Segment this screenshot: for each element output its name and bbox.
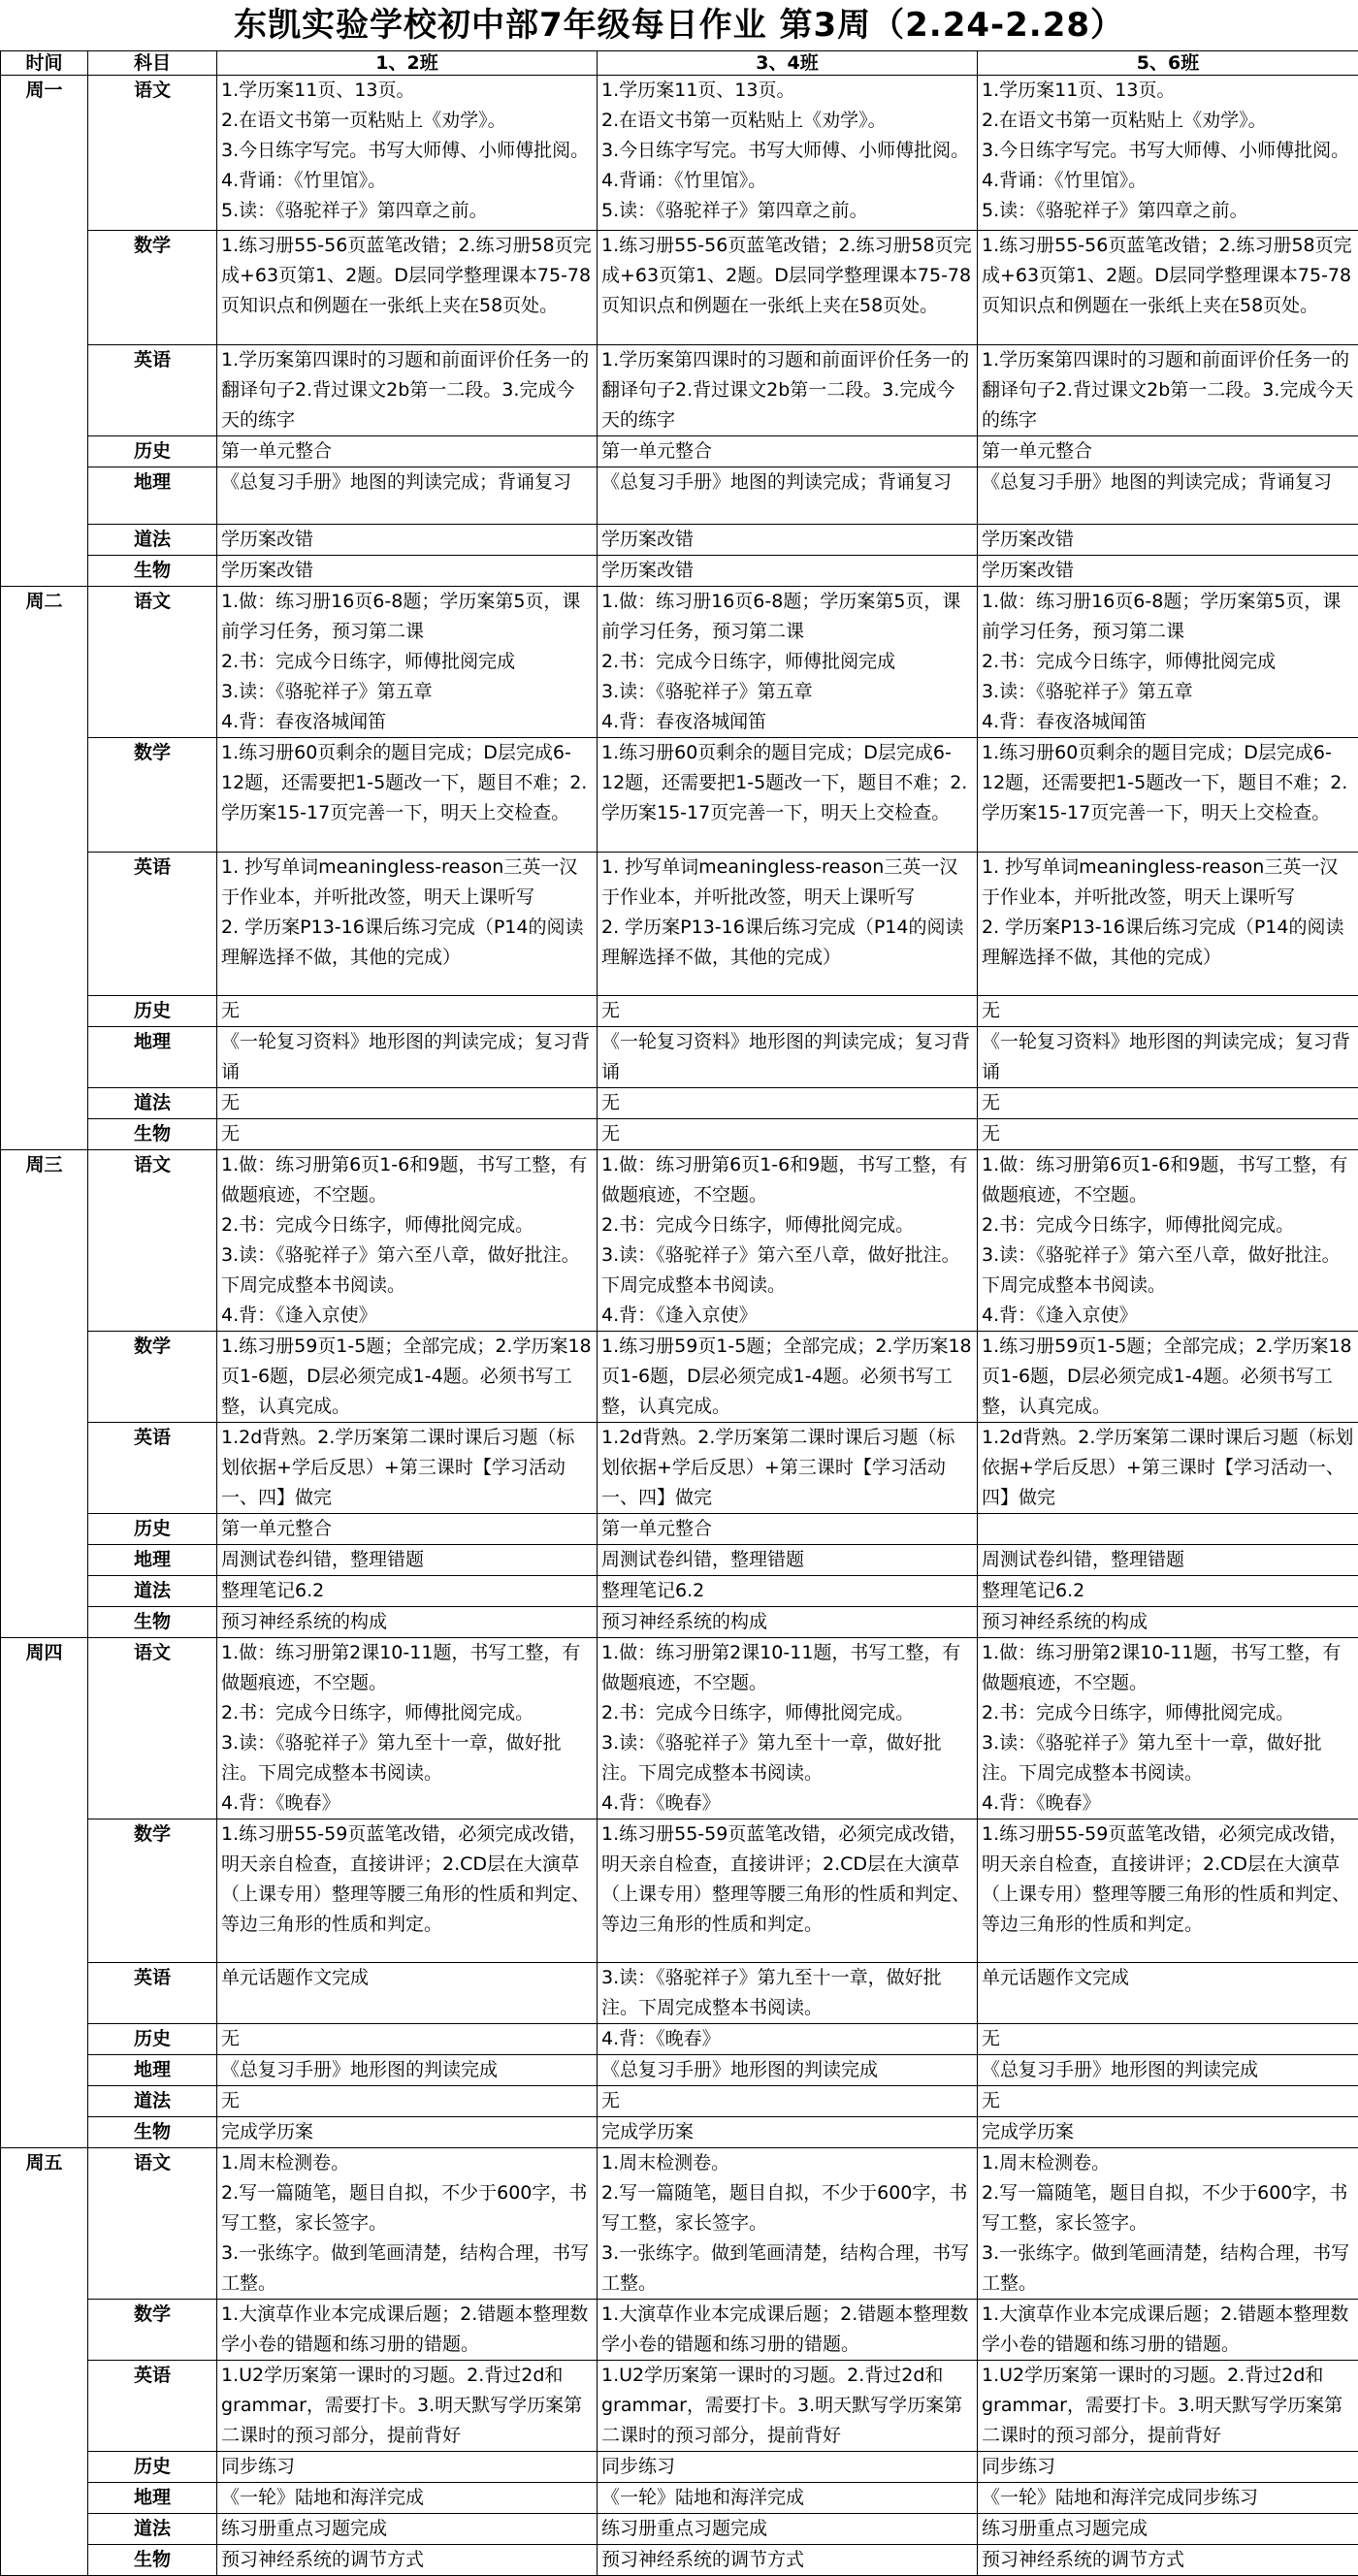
subject-cell: 生物 — [88, 556, 217, 587]
homework-cell: 预习神经系统的调节方式 — [598, 2545, 978, 2576]
homework-cell: 1.大演草作业本完成课后题；2.错题本整理数学小卷的错题和练习册的错题。 — [598, 2300, 978, 2361]
header-class-3-4: 3、4班 — [598, 51, 978, 76]
homework-cell: 同步练习 — [217, 2452, 598, 2483]
homework-cell: 1. 抄写单词meaningless-reason三英一汉于作业本，并听批改签，明天上课听写 2. 学历案P13-16课后练习完成（P14的阅读理解选择不做，其他的完成） — [217, 853, 598, 996]
homework-cell: 1.做：练习册第6页1-6和9题，书写工整，有做题痕迹，不空题。 2.书：完成今日练字，师傅批阅完成。 3.读：《骆驼祥子》第六至八章，做好批注。下周完成整本书阅读。 4.背：《逢入京使》 — [598, 1150, 978, 1332]
table-row — [1, 1545, 1358, 1576]
header-time: 时间 — [1, 51, 88, 76]
table-row — [1, 2483, 1358, 2514]
subject-cell: 道法 — [88, 2514, 217, 2545]
subject-cell: 语文 — [88, 1150, 217, 1332]
homework-cell: 1.做：练习册16页6-8题；学历案第5页，课前学习任务，预习第二课 2.书：完成今日练字，师傅批阅完成 3.读：《骆驼祥子》第五章 4.背：春夜洛城闻笛 — [978, 587, 1358, 738]
homework-cell: 无 — [978, 996, 1358, 1027]
homework-cell: 周测试卷纠错，整理错题 — [217, 1545, 598, 1576]
subject-cell: 道法 — [88, 1576, 217, 1607]
subject-cell: 英语 — [88, 1423, 217, 1514]
homework-cell: 第一单元整合 — [217, 436, 598, 467]
table-row — [1, 1119, 1358, 1150]
homework-cell: 无 — [598, 1088, 978, 1119]
homework-cell: 1.做：练习册16页6-8题；学历案第5页，课前学习任务，预习第二课 2.书：完成今日练字，师傅批阅完成 3.读：《骆驼祥子》第五章 4.背：春夜洛城闻笛 — [217, 587, 598, 738]
homework-cell: 无 — [978, 1088, 1358, 1119]
subject-cell: 道法 — [88, 525, 217, 556]
homework-cell: 1. 抄写单词meaningless-reason三英一汉于作业本，并听批改签，明天上课听写 2. 学历案P13-16课后练习完成（P14的阅读理解选择不做，其他的完成） — [598, 853, 978, 996]
subject-cell: 道法 — [88, 1088, 217, 1119]
homework-cell: 预习神经系统的调节方式 — [978, 2545, 1358, 2576]
homework-cell: 1.周末检测卷。 2.写一篇随笔，题目自拟，不少于600字，书写工整，家长签字。 3.一张练字。做到笔画清楚，结构合理，书写工整。 — [598, 2148, 978, 2300]
subject-cell: 地理 — [88, 2483, 217, 2514]
homework-cell: 1.学历案第四课时的习题和前面评价任务一的翻译句子2.背过课文2b第一二段。3.完成今天的练字 — [217, 345, 598, 436]
homework-cell: 无 — [217, 1088, 598, 1119]
homework-cell: 1.练习册55-59页蓝笔改错，必须完成改错，明天亲自检查，直接讲评；2.CD层在大演草（上课专用）整理等腰三角形的性质和判定、等边三角形的性质和判定。 — [978, 1819, 1358, 1963]
homework-cell: 1.U2学历案第一课时的习题。2.背过2d和grammar，需要打卡。3.明天默写学历案第二课时的预习部分，提前背好 — [978, 2361, 1358, 2452]
homework-cell: 1.练习册60页剩余的题目完成；D层完成6-12题，还需要把1-5题改一下，题目不难；2.学历案15-17页完善一下，明天上交检查。 — [598, 738, 978, 853]
table-row — [1, 1607, 1358, 1638]
day-cell: 周五 — [1, 2148, 88, 2576]
homework-cell: 无 — [217, 2086, 598, 2117]
subject-cell: 数学 — [88, 1819, 217, 1963]
homework-cell: 1.做：练习册第2课10-11题，书写工整，有做题痕迹，不空题。 2.书：完成今日练字，师傅批阅完成。 3.读：《骆驼祥子》第九至十一章，做好批注。下周完成整本书阅读。 4.背：《晚春》 — [598, 1638, 978, 1819]
subject-cell: 数学 — [88, 231, 217, 345]
table-row — [1, 1514, 1358, 1545]
day-cell: 周二 — [1, 587, 88, 1150]
subject-cell: 数学 — [88, 738, 217, 853]
table-row — [1, 1963, 1358, 2024]
table-row — [1, 436, 1358, 467]
homework-cell: 《总复习手册》地形图的判读完成 — [217, 2055, 598, 2086]
homework-cell: 预习神经系统的调节方式 — [217, 2545, 598, 2576]
homework-cell: 学历案改错 — [217, 556, 598, 587]
page-title: 东凯实验学校初中部7年级每日作业 第3周（2.24-2.28） — [0, 0, 1358, 50]
subject-cell: 英语 — [88, 2361, 217, 2452]
subject-cell: 生物 — [88, 2117, 217, 2148]
subject-cell: 历史 — [88, 436, 217, 467]
homework-cell: 3.读：《骆驼祥子》第九至十一章，做好批注。下周完成整本书阅读。 — [598, 1963, 978, 2024]
homework-cell: 《一轮复习资料》地形图的判读完成；复习背诵 — [217, 1027, 598, 1088]
homework-cell: 《总复习手册》地图的判读完成；背诵复习 — [978, 467, 1358, 525]
table-row — [1, 587, 1358, 738]
homework-cell: 《总复习手册》地形图的判读完成 — [598, 2055, 978, 2086]
homework-cell: 1.练习册59页1-5题；全部完成；2.学历案18页1-6题，D层必须完成1-4题。必须书写工整，认真完成。 — [978, 1332, 1358, 1423]
homework-cell: 《一轮复习资料》地形图的判读完成；复习背诵 — [978, 1027, 1358, 1088]
homework-cell: 无 — [217, 2024, 598, 2055]
day-cell: 周四 — [1, 1638, 88, 2148]
homework-cell: 4.背：《晚春》 — [598, 2024, 978, 2055]
homework-cell: 学历案改错 — [978, 525, 1358, 556]
homework-cell: 无 — [598, 2086, 978, 2117]
homework-cell: 完成学历案 — [978, 2117, 1358, 2148]
table-row — [1, 1332, 1358, 1423]
subject-cell: 历史 — [88, 2024, 217, 2055]
homework-cell: 1.练习册59页1-5题；全部完成；2.学历案18页1-6题，D层必须完成1-4题。必须书写工整，认真完成。 — [598, 1332, 978, 1423]
table-row — [1, 1423, 1358, 1514]
table-row — [1, 1638, 1358, 1819]
table-row — [1, 2055, 1358, 2086]
subject-cell: 历史 — [88, 1514, 217, 1545]
subject-cell: 历史 — [88, 996, 217, 1027]
subject-cell: 英语 — [88, 345, 217, 436]
homework-cell: 无 — [978, 2024, 1358, 2055]
table-row — [1, 231, 1358, 345]
homework-cell: 预习神经系统的构成 — [217, 1607, 598, 1638]
homework-cell: 1.周末检测卷。 2.写一篇随笔，题目自拟，不少于600字，书写工整，家长签字。 3.一张练字。做到笔画清楚，结构合理，书写工整。 — [217, 2148, 598, 2300]
homework-cell: 1.学历案第四课时的习题和前面评价任务一的翻译句子2.背过课文2b第一二段。3.完成今天的练字 — [978, 345, 1358, 436]
homework-cell: 《一轮复习资料》地形图的判读完成；复习背诵 — [598, 1027, 978, 1088]
table-row — [1, 2514, 1358, 2545]
homework-cell: 学历案改错 — [978, 556, 1358, 587]
homework-cell: 学历案改错 — [598, 556, 978, 587]
homework-cell: 1.学历案第四课时的习题和前面评价任务一的翻译句子2.背过课文2b第一二段。3.完成今天的练字 — [598, 345, 978, 436]
table-row — [1, 556, 1358, 587]
homework-cell: 单元话题作文完成 — [978, 1963, 1358, 2024]
table-row — [1, 853, 1358, 996]
homework-cell: 1.2d背熟。2.学历案第二课时课后习题（标划依据+学后反思）+第三课时【学习活动一、四】做完 — [978, 1423, 1358, 1514]
subject-cell: 地理 — [88, 1027, 217, 1088]
homework-cell: 1.大演草作业本完成课后题；2.错题本整理数学小卷的错题和练习册的错题。 — [217, 2300, 598, 2361]
homework-cell: 《一轮》陆地和海洋完成 — [217, 2483, 598, 2514]
homework-cell: 1.练习册55-56页蓝笔改错；2.练习册58页完成+63页第1、2题。D层同学整理课本75-78页知识点和例题在一张纸上夹在58页处。 — [217, 231, 598, 345]
homework-cell: 1.做：练习册第6页1-6和9题，书写工整，有做题痕迹，不空题。 2.书：完成今日练字，师傅批阅完成。 3.读：《骆驼祥子》第六至八章，做好批注。下周完成整本书阅读。 4.背：《逢入京使》 — [217, 1150, 598, 1332]
table-row — [1, 2086, 1358, 2117]
table-row — [1, 2024, 1358, 2055]
header-row — [1, 51, 1358, 76]
homework-cell — [978, 1514, 1358, 1545]
table-row — [1, 738, 1358, 853]
homework-cell: 1.学历案11页、13页。 2.在语文书第一页粘贴上《劝学》。 3.今日练字写完。书写大师傅、小师傅批阅。 4.背诵：《竹里馆》。 5.读：《骆驼祥子》第四章之前。 — [217, 76, 598, 231]
subject-cell: 地理 — [88, 1545, 217, 1576]
homework-cell: 《总复习手册》地形图的判读完成 — [978, 2055, 1358, 2086]
homework-cell: 无 — [598, 996, 978, 1027]
homework-cell: 同步练习 — [978, 2452, 1358, 2483]
table-row — [1, 2452, 1358, 2483]
homework-cell: 第一单元整合 — [978, 436, 1358, 467]
homework-cell: 练习册重点习题完成 — [598, 2514, 978, 2545]
homework-cell: 1.2d背熟。2.学历案第二课时课后习题（标划依据+学后反思）+第三课时【学习活动一、四】做完 — [217, 1423, 598, 1514]
homework-cell: 无 — [978, 1119, 1358, 1150]
header-class-5-6: 5、6班 — [978, 51, 1358, 76]
homework-table — [0, 50, 1358, 2576]
table-row — [1, 1819, 1358, 1963]
homework-cell: 预习神经系统的构成 — [598, 1607, 978, 1638]
homework-cell: 1.大演草作业本完成课后题；2.错题本整理数学小卷的错题和练习册的错题。 — [978, 2300, 1358, 2361]
homework-cell: 整理笔记6.2 — [978, 1576, 1358, 1607]
homework-cell: 1.做：练习册第2课10-11题，书写工整，有做题痕迹，不空题。 2.书：完成今日练字，师傅批阅完成。 3.读：《骆驼祥子》第九至十一章，做好批注。下周完成整本书阅读。 4.背：《晚春》 — [217, 1638, 598, 1819]
table-row — [1, 1576, 1358, 1607]
homework-cell: 第一单元整合 — [217, 1514, 598, 1545]
table-row — [1, 1027, 1358, 1088]
table-row — [1, 1088, 1358, 1119]
homework-cell: 《一轮》陆地和海洋完成 — [598, 2483, 978, 2514]
subject-cell: 道法 — [88, 2086, 217, 2117]
homework-cell: 单元话题作文完成 — [217, 1963, 598, 2024]
homework-cell: 无 — [217, 996, 598, 1027]
homework-cell: 学历案改错 — [217, 525, 598, 556]
homework-cell: 1.练习册55-59页蓝笔改错，必须完成改错，明天亲自检查，直接讲评；2.CD层在大演草（上课专用）整理等腰三角形的性质和判定、等边三角形的性质和判定。 — [598, 1819, 978, 1963]
homework-cell: 练习册重点习题完成 — [217, 2514, 598, 2545]
homework-cell: 1.周末检测卷。 2.写一篇随笔，题目自拟，不少于600字，书写工整，家长签字。 3.一张练字。做到笔画清楚，结构合理，书写工整。 — [978, 2148, 1358, 2300]
homework-cell: 周测试卷纠错，整理错题 — [598, 1545, 978, 1576]
homework-cell: 完成学历案 — [217, 2117, 598, 2148]
homework-cell: 学历案改错 — [598, 525, 978, 556]
table-row — [1, 1150, 1358, 1332]
homework-cell: 1.学历案11页、13页。 2.在语文书第一页粘贴上《劝学》。 3.今日练字写完。书写大师傅、小师傅批阅。 4.背诵：《竹里馆》。 5.读：《骆驼祥子》第四章之前。 — [978, 76, 1358, 231]
table-row — [1, 345, 1358, 436]
homework-cell: 1.练习册55-56页蓝笔改错；2.练习册58页完成+63页第1、2题。D层同学整理课本75-78页知识点和例题在一张纸上夹在58页处。 — [598, 231, 978, 345]
homework-cell: 1.U2学历案第一课时的习题。2.背过2d和grammar，需要打卡。3.明天默写学历案第二课时的预习部分，提前背好 — [217, 2361, 598, 2452]
subject-cell: 数学 — [88, 2300, 217, 2361]
table-row — [1, 76, 1358, 231]
subject-cell: 生物 — [88, 1119, 217, 1150]
homework-cell: 1. 抄写单词meaningless-reason三英一汉于作业本，并听批改签，明天上课听写 2. 学历案P13-16课后练习完成（P14的阅读理解选择不做，其他的完成） — [978, 853, 1358, 996]
homework-cell: 整理笔记6.2 — [217, 1576, 598, 1607]
subject-cell: 语文 — [88, 76, 217, 231]
homework-cell: 《总复习手册》地图的判读完成；背诵复习 — [598, 467, 978, 525]
table-row — [1, 525, 1358, 556]
homework-cell: 同步练习 — [598, 2452, 978, 2483]
homework-cell: 周测试卷纠错，整理错题 — [978, 1545, 1358, 1576]
homework-cell: 无 — [598, 1119, 978, 1150]
homework-cell: 第一单元整合 — [598, 1514, 978, 1545]
homework-cell: 1.练习册60页剩余的题目完成；D层完成6-12题，还需要把1-5题改一下，题目不难；2.学历案15-17页完善一下，明天上交检查。 — [217, 738, 598, 853]
subject-cell: 地理 — [88, 2055, 217, 2086]
homework-cell: 《总复习手册》地图的判读完成；背诵复习 — [217, 467, 598, 525]
subject-cell: 生物 — [88, 1607, 217, 1638]
table-body — [1, 76, 1358, 2576]
table-row — [1, 2361, 1358, 2452]
homework-cell: 预习神经系统的构成 — [978, 1607, 1358, 1638]
subject-cell: 语文 — [88, 587, 217, 738]
homework-cell: 第一单元整合 — [598, 436, 978, 467]
homework-cell: 1.做：练习册第6页1-6和9题，书写工整，有做题痕迹，不空题。 2.书：完成今日练字，师傅批阅完成。 3.读：《骆驼祥子》第六至八章，做好批注。下周完成整本书阅读。 4.背：《逢入京使》 — [978, 1150, 1358, 1332]
subject-cell: 地理 — [88, 467, 217, 525]
table-row — [1, 2300, 1358, 2361]
table-row — [1, 2148, 1358, 2300]
homework-cell: 1.练习册59页1-5题；全部完成；2.学历案18页1-6题，D层必须完成1-4题。必须书写工整，认真完成。 — [217, 1332, 598, 1423]
day-cell: 周一 — [1, 76, 88, 587]
homework-cell: 1.U2学历案第一课时的习题。2.背过2d和grammar，需要打卡。3.明天默写学历案第二课时的预习部分，提前背好 — [598, 2361, 978, 2452]
subject-cell: 英语 — [88, 1963, 217, 2024]
subject-cell: 生物 — [88, 2545, 217, 2576]
homework-cell: 无 — [217, 1119, 598, 1150]
subject-cell: 历史 — [88, 2452, 217, 2483]
subject-cell: 语文 — [88, 1638, 217, 1819]
subject-cell: 英语 — [88, 853, 217, 996]
homework-cell: 1.2d背熟。2.学历案第二课时课后习题（标划依据+学后反思）+第三课时【学习活动一、四】做完 — [598, 1423, 978, 1514]
table-row — [1, 2545, 1358, 2576]
homework-cell: 1.学历案11页、13页。 2.在语文书第一页粘贴上《劝学》。 3.今日练字写完。书写大师傅、小师傅批阅。 4.背诵：《竹里馆》。 5.读：《骆驼祥子》第四章之前。 — [598, 76, 978, 231]
subject-cell: 数学 — [88, 1332, 217, 1423]
header-subject: 科目 — [88, 51, 217, 76]
header-class-1-2: 1、2班 — [217, 51, 598, 76]
day-cell: 周三 — [1, 1150, 88, 1638]
homework-cell: 1.做：练习册16页6-8题；学历案第5页，课前学习任务，预习第二课 2.书：完成今日练字，师傅批阅完成 3.读：《骆驼祥子》第五章 4.背：春夜洛城闻笛 — [598, 587, 978, 738]
subject-cell: 语文 — [88, 2148, 217, 2300]
homework-cell: 《一轮》陆地和海洋完成同步练习 — [978, 2483, 1358, 2514]
table-row — [1, 467, 1358, 525]
homework-cell: 1.做：练习册第2课10-11题，书写工整，有做题痕迹，不空题。 2.书：完成今日练字，师傅批阅完成。 3.读：《骆驼祥子》第九至十一章，做好批注。下周完成整本书阅读。 4.背：《晚春》 — [978, 1638, 1358, 1819]
homework-cell: 整理笔记6.2 — [598, 1576, 978, 1607]
homework-cell: 无 — [978, 2086, 1358, 2117]
homework-cell: 完成学历案 — [598, 2117, 978, 2148]
table-row — [1, 996, 1358, 1027]
homework-cell: 1.练习册55-56页蓝笔改错；2.练习册58页完成+63页第1、2题。D层同学整理课本75-78页知识点和例题在一张纸上夹在58页处。 — [978, 231, 1358, 345]
homework-cell: 练习册重点习题完成 — [978, 2514, 1358, 2545]
homework-cell: 1.练习册55-59页蓝笔改错，必须完成改错，明天亲自检查，直接讲评；2.CD层在大演草（上课专用）整理等腰三角形的性质和判定、等边三角形的性质和判定。 — [217, 1819, 598, 1963]
table-row — [1, 2117, 1358, 2148]
homework-cell: 1.练习册60页剩余的题目完成；D层完成6-12题，还需要把1-5题改一下，题目不难；2.学历案15-17页完善一下，明天上交检查。 — [978, 738, 1358, 853]
